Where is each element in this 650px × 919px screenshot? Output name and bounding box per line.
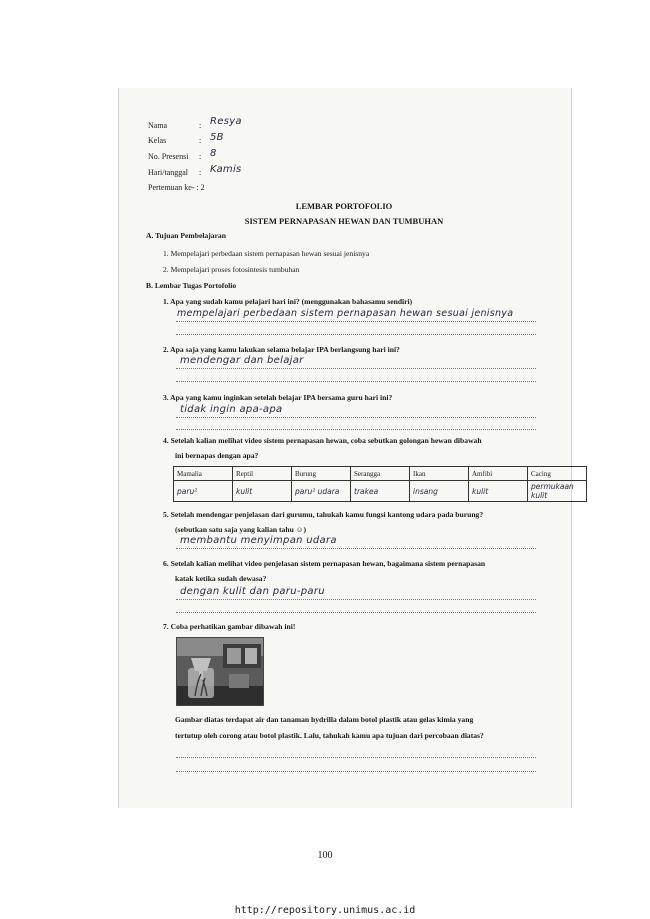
question-5-line1: 5. Setelah mendengar penjelasan dari gurumu, tahukah kamu fungsi kantong udara pada burung?	[163, 510, 484, 519]
table-answer-row	[174, 481, 587, 502]
answer-3[interactable]: tidak ingin apa-apa	[180, 404, 283, 415]
answer-6[interactable]: dengan kulit dan paru-paru	[180, 586, 325, 597]
table-header-cell: Amfibi	[469, 467, 528, 481]
title-portofolio: LEMBAR PORTOFOLIO	[295, 201, 393, 211]
value-presensi[interactable]: 8	[210, 148, 217, 159]
value-kelas[interactable]: 5B	[210, 132, 224, 143]
table-answer-cell[interactable]: kulit	[469, 481, 528, 502]
answer-1[interactable]: mempelajari perbedaan sistem pernapasan hewan sesuai jenisnya	[177, 308, 514, 319]
question-7-desc1: Gambar diatas terdapat air dan tanaman hydrilla dalam botol plastik atau gelas kimia yang	[175, 715, 474, 724]
objective-1: 1. Mempelajari perbedaan sistem pernapasan hewan sesuai jenisnya	[163, 249, 370, 258]
experiment-photo	[176, 637, 264, 706]
colon: :	[199, 152, 202, 161]
repository-url[interactable]: http://repository.unimus.ac.id	[234, 905, 416, 916]
question-3: 3. Apa yang kamu inginkan setelah belajar IPA bersama guru hari ini?	[163, 393, 393, 402]
question-7-desc2: tertutup oleh corong atau botol plastik. Lalu, tahukah kamu apa tujuan dari percobaan diatas?	[175, 731, 484, 740]
answer-line	[176, 771, 536, 772]
table-header-cell: Burung	[292, 467, 351, 481]
question-6-line1: 6. Setelah kalian melihat video penjelasan sistem pernapasan hewan, bagaimana sistem pernapasan	[163, 559, 486, 568]
label-hari: Hari/tanggal	[148, 168, 188, 177]
label-presensi: No. Presensi	[148, 152, 189, 161]
section-b-heading: B. Lembar Tugas Portofolio	[146, 281, 237, 290]
label-pertemuan: Pertemuan ke- : 2	[148, 183, 205, 192]
table-answer-cell[interactable]: trakea	[351, 481, 410, 502]
breathing-table	[173, 466, 587, 502]
colon: :	[199, 136, 202, 145]
question-4-line2: ini bernapas dengan apa?	[175, 451, 259, 460]
table-header-row	[174, 467, 587, 481]
table-header-cell: Reptil	[233, 467, 292, 481]
table-header-cell: Serangga	[351, 467, 410, 481]
label-nama: Nama	[148, 121, 168, 130]
colon: :	[199, 121, 202, 130]
title-sistem: SISTEM PERNAPASAN HEWAN DAN TUMBUHAN	[244, 216, 444, 226]
value-nama[interactable]: Resya	[210, 116, 242, 127]
value-hari[interactable]: Kamis	[210, 164, 242, 175]
answer-2[interactable]: mendengar dan belajar	[180, 355, 304, 366]
table-answer-cell[interactable]: insang	[410, 481, 469, 502]
question-4-line1: 4. Setelah kalian melihat video sistem pernapasan hewan, coba sebutkan golongan hewan dibawah	[163, 436, 482, 445]
colon: :	[199, 168, 202, 177]
answer-line	[176, 599, 536, 600]
table-answer-cell[interactable]: paru² udara	[292, 481, 351, 502]
answer-line	[176, 334, 536, 335]
question-6-line2: katak ketika sudah dewasa?	[175, 574, 267, 583]
table-header-cell: Ikan	[410, 467, 469, 481]
table-header-cell: Cacing	[528, 467, 587, 481]
question-7: 7. Coba perhatikan gambar dibawah ini!	[163, 622, 296, 631]
hydrilla-experiment-illustration	[177, 638, 263, 705]
answer-line	[176, 429, 536, 430]
answer-line	[176, 757, 536, 758]
answer-line	[176, 381, 536, 382]
answer-line	[176, 548, 536, 549]
question-2: 2. Apa saja yang kamu lakukan selama belajar IPA berlangsung hari ini?	[163, 345, 400, 354]
answer-line	[176, 417, 536, 418]
section-a-heading: A. Tujuan Pembelajaran	[146, 231, 226, 240]
answer-line	[176, 612, 536, 613]
table-answer-cell[interactable]: permukaan kulit	[528, 481, 587, 502]
answer-5[interactable]: membantu menyimpan udara	[180, 535, 337, 546]
table-answer-cell[interactable]: paru²	[174, 481, 233, 502]
question-1: 1. Apa yang sudah kamu pelajari hari ini? (menggunakan bahasamu sendiri)	[163, 297, 413, 306]
table-header-cell: Mamalia	[174, 467, 233, 481]
answer-line	[176, 368, 536, 369]
answer-line	[176, 321, 536, 322]
page-number: 100	[317, 850, 333, 861]
question-5-line2: (sebutkan satu saja yang kalian tahu ☺)	[175, 525, 306, 534]
label-kelas: Kelas	[148, 136, 167, 145]
objective-2: 2. Mempelajari proses fotosintesis tumbuhan	[163, 265, 300, 274]
table-answer-cell[interactable]: kulit	[233, 481, 292, 502]
